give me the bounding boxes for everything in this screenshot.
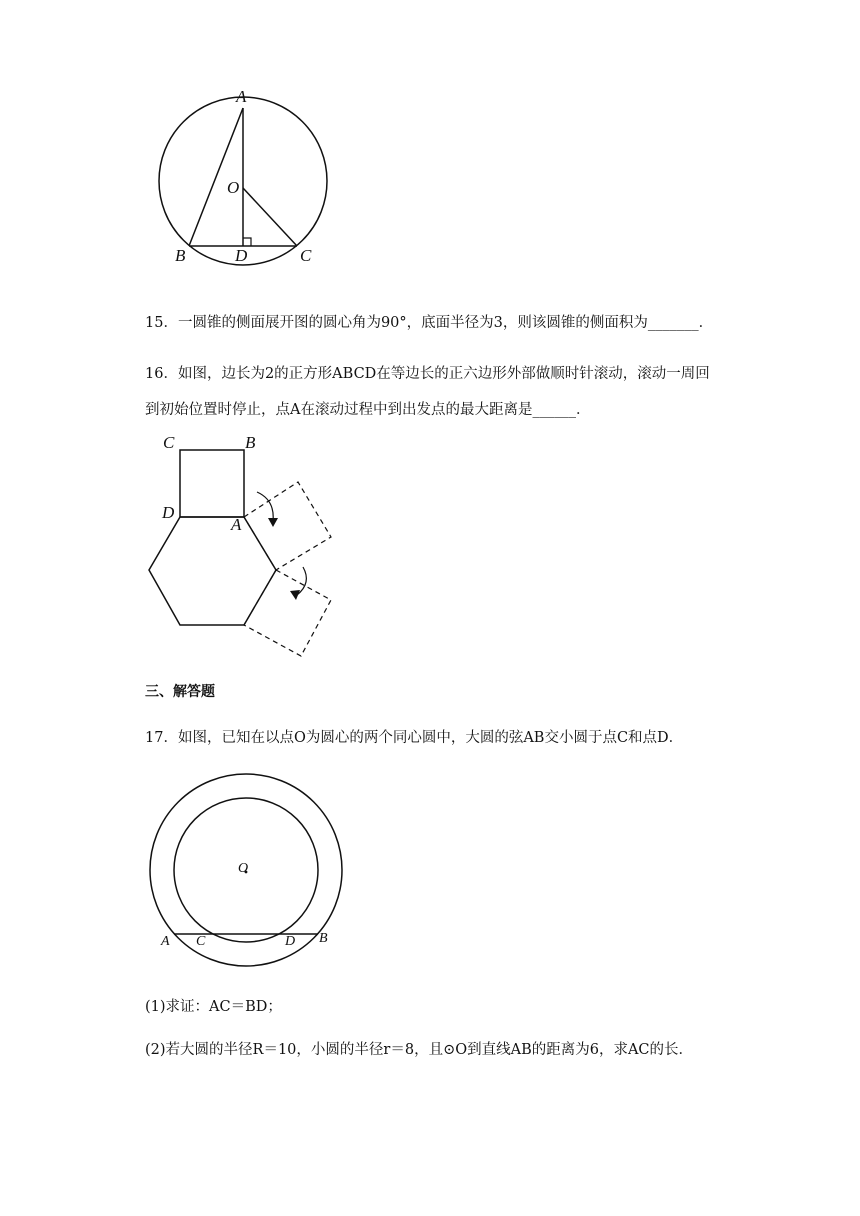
circle-triangle-figure xyxy=(150,80,380,280)
hexagon xyxy=(149,517,276,625)
right-angle-mark xyxy=(243,238,251,246)
label-c: C xyxy=(163,433,175,452)
label-o: O xyxy=(227,178,240,197)
arrowhead-1 xyxy=(268,518,278,527)
label-b: B xyxy=(175,246,186,265)
dashed-square-1 xyxy=(244,482,331,570)
label-a: A xyxy=(236,87,247,106)
section-heading: 三、解答题 xyxy=(145,684,215,700)
question-17-part-2: (2)若大圆的半径R＝10，小圆的半径r＝8，且⊙O到直线AB的距离为6，求AC的长． xyxy=(145,1042,694,1058)
arrowhead-2 xyxy=(290,590,300,600)
question-15: 15．一圆锥的侧面展开图的圆心角为90°，底面半径为3，则该圆锥的侧面积为_______． xyxy=(145,315,714,331)
segment-ab xyxy=(189,108,243,246)
label-b: B xyxy=(245,433,256,452)
label-d: D xyxy=(235,246,248,265)
segment-oc xyxy=(243,188,297,246)
label-c: C xyxy=(196,934,206,949)
label-a: A xyxy=(231,515,242,534)
label-a: A xyxy=(161,934,170,949)
concentric-circles-figure xyxy=(140,760,370,980)
question-17-part-1: (1)求证：AC＝BD； xyxy=(145,999,282,1015)
label-b: B xyxy=(319,931,328,946)
label-c: C xyxy=(300,246,312,265)
dashed-square-2 xyxy=(244,570,331,656)
label-d: D xyxy=(285,934,296,949)
square xyxy=(180,450,244,517)
question-16: 16．如图，边长为2的正方形ABCD在等边长的正六边形外部做顺时针滚动，滚动一周回到初始位置时停止，点A在滚动过程中到出发点的最大距离是______． xyxy=(145,366,710,418)
question-17: 17．如图，已知在以点O为圆心的两个同心圆中，大圆的弦AB交小圆于点C和点D． xyxy=(145,730,684,746)
label-o: O xyxy=(238,861,249,876)
label-d: D xyxy=(162,503,175,522)
hexagon-square-figure xyxy=(140,430,350,670)
